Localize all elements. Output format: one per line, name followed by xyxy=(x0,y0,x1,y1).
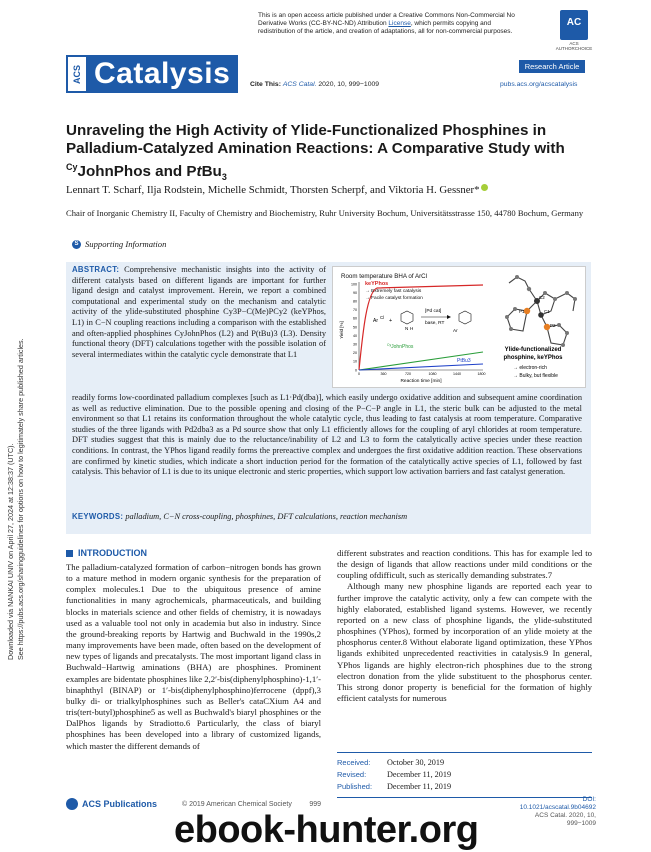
y-tick-label: 100 xyxy=(351,282,357,287)
intro-text-right xyxy=(337,548,592,704)
intro-text-left: The palladium-catalyzed formation of carbon−nitrogen bonds has grown to a mature method in modern organic synthesis for the preparation of complex molecules.1 Due to the ubiquitous presence of amine functionalities in many agrochemicals, pharmaceuticals, and building blocks in materials science and other fields of chemistry, it is nowadays used as a valuable tool not only in academia but also in industry. Since the ground-breaking reports by Hartwig and Buchwald in the 1990s,2 many improvements have been made, often based on the development of new types of ligands and precatalysts. The most important ligand class in Buchwald−Hartwig aminations (BHA) are phosphines. Prominent examples are bidentate phosphines like 2,2′-bis(diphenylphosphino)-1,1′-binaphthyl (BINAP) or 1′-bis(diphenylphosphino)ferrocene (dppf),3 bulky di- or trialkylphosphines such as Beller's cataCXium A4 and tris(tert-butyl)phosphine5 as well as Buchwald's biaryl phosphines or the DalPhos ligands by Stradiotto.6 Particularly, the class of biaryl phosphines has been developed into a library of customized ligands, which master the different demands of xyxy=(66,562,321,751)
journal-logo-name: Catalysis xyxy=(88,55,238,93)
ylide-bullet-1: → electron-rich xyxy=(513,365,547,371)
orcid-icon[interactable] xyxy=(481,184,488,191)
yield-chart xyxy=(337,270,487,384)
y-tick-label: 60 xyxy=(353,316,357,321)
page-number: 999 xyxy=(309,801,322,808)
svg-text:+: + xyxy=(389,318,393,324)
download-line: Downloaded via NANKAI UNIV on April 27, 2024 at 12:38:37 (UTC). xyxy=(6,443,15,660)
affiliation: Chair of Inorganic Chemistry II, Faculty of Chemistry and Biochemistry, Ruhr University Bochum, Universitätsstrasse 150, 44780 Bochum, Germany xyxy=(66,208,584,218)
doi-block[interactable]: DOI: 10.1021/acscatal.9b04692 ACS Catal. 2020, 10, 999−1009 xyxy=(519,796,596,827)
copyright: © 2019 American Chemical Society 999 xyxy=(182,801,322,808)
section-heading-introduction: INTRODUCTION xyxy=(66,548,147,558)
y-axis-label: Yield [%] xyxy=(339,321,344,339)
y-tick-label: 80 xyxy=(353,299,357,304)
license-link[interactable]: License xyxy=(388,20,411,28)
chart-title: Room temperature BHA of ArCl xyxy=(341,273,427,280)
keyphos-label: keYPhos xyxy=(365,281,389,287)
johnphos-label: $^{Cy}$JohnPhos xyxy=(387,343,414,350)
supporting-information-link[interactable]: S Supporting Information xyxy=(72,239,166,249)
toc-graphic xyxy=(332,266,586,388)
author-list: Lennart T. Scharf, Ilja Rodstein, Michelle Schmidt, Thorsten Scherpf, and Viktoria H. Gessner* xyxy=(66,184,596,196)
article-title: Unraveling the High Activity of Ylide-Functionalized Phosphines in Palladium-Catalyzed Amination Reactions: A Comparative Study with $^{Cy}$JohnPhos and PtBu$_3$ xyxy=(66,122,565,183)
x-tick-label: 1080 xyxy=(428,372,437,376)
x-tick-label: 0 xyxy=(358,372,360,376)
svg-text:N: N xyxy=(405,326,409,331)
authorchoice-logo: AC xyxy=(560,10,588,40)
x-axis-label: Reaction time [min] xyxy=(400,379,442,384)
publication-dates: Received: October 30, 2019 Revised: December 11, 2019 Published: December 11, 2019 xyxy=(337,752,592,798)
svg-text:P1: P1 xyxy=(519,309,525,314)
y-tick-label: 0 xyxy=(355,368,357,373)
open-access-notice: This is an open access article published under a Creative Commons Non-Commercial No Derivative Works (CC-BY-NC-ND) Attribution License, which permits copying and redistribution of the article, and creation of adaptations, all for non-commercial purposes. xyxy=(258,12,515,36)
svg-text:base, RT: base, RT xyxy=(425,321,445,326)
x-tick-label: 720 xyxy=(405,372,411,376)
authorchoice-label: ACS AUTHORCHOICE xyxy=(555,41,593,51)
y-tick-label: 20 xyxy=(353,351,357,356)
intro-paragraph: Although many new phosphine ligands are reported each year to further improve the catalytic activity, only a few can compete with the highly elaborated, established ligand systems. However, we recently reported on a new class of phosphine ligands, the ylide-substituted phosphines (YPhos), formed by incorporation of an ylide moiety at the phosphorus center.8 Without elaborate ligand optimization, these YPhos ligands exhibited unprecedented reactivities in catalysis.9 In general, YPhos ligands are highly electron-rich phosphines due to the strong electron donation from the ylide substituent to the phosphorus center. This strong donor property is beneficial for the formation of highly efficient catalysts for numerous xyxy=(337,581,592,704)
journal-logo-acs: ACS xyxy=(66,55,88,93)
acs-logo-icon xyxy=(66,798,78,810)
ylide-bullet-2: → Bulky, but flexible xyxy=(513,373,558,379)
bullet-fast: → Extremely fast catalysis xyxy=(365,289,422,294)
ylide-heading-1: Ylide-functionalized xyxy=(504,347,562,353)
svg-text:C2: C2 xyxy=(539,295,545,300)
acs-publications-logo[interactable]: ACS Publications xyxy=(66,798,157,810)
keywords: KEYWORDS: palladium, C−N cross-coupling, phosphines, DFT calculations, reaction mechanism xyxy=(72,512,408,521)
svg-text:Ar: Ar xyxy=(453,328,458,333)
watermark: ebook-hunter.org xyxy=(174,809,479,851)
svg-text:[Pd cat]: [Pd cat] xyxy=(425,309,442,314)
x-tick-label: 1800 xyxy=(477,372,486,376)
x-tick-label: 360 xyxy=(380,372,387,376)
y-tick-label: 50 xyxy=(353,325,357,330)
abstract-text-full: readily forms low-coordinated palladium complexes [such as L1·Pd(dba)], which easily undergo oxidative addition and subsequent amine coordination as well as reductive elimination. Due to the possible opening and closing of the P−C−P angle in L1, the steric bulk can be adjusted to the metal environment so that L1 retains its conformation throughout the whole catalytic cycle, thus leading to fast catalysis at room temperature. Comparative studies of the three ligands with Pd2dba3 as a Pd source show that only L1 efficiently allows for the coupling of aryl chlorides at room temperature. DFT studies suggest that this is mainly due to the reluctance/inability of L2 and L3 to form the catalytically active species under these reaction conditions. In contrast, the YPhos ligand readily forms the prereactive complex and undergoes the first oxidative addition reaction. These observations are confirmed by kinetic studies, which indicate a short induction period for the formation of the catalytically active species of L1, followed by fast catalysis. This behavior of L1 is due to its unique electronic and steric properties, which support low activation barriers and fast catalyst generation. xyxy=(72,393,582,477)
journal-logo[interactable] xyxy=(66,54,238,94)
y-tick-label: 90 xyxy=(353,290,357,295)
sharing-line: See https://pubs.acs.org/sharingguidelines for options on how to legitimately share published articles. xyxy=(16,338,25,660)
crystal-structure xyxy=(489,271,585,385)
y-tick-label: 40 xyxy=(353,333,357,338)
intro-paragraph: different substrates and reaction conditions. This has for example led to the design of ligands that allow reactions under mild conditions or the coupling ofdifficult, such as sterically demanding substrates.7 xyxy=(337,548,592,581)
ptbu-label: PtBu3 xyxy=(457,358,471,364)
svg-text:Ar: Ar xyxy=(373,318,378,324)
x-tick-label: 1440 xyxy=(453,372,461,376)
section-marker-icon xyxy=(66,550,73,557)
svg-text:C1: C1 xyxy=(544,309,550,314)
svg-text:H: H xyxy=(410,326,414,331)
y-tick-label: 70 xyxy=(353,308,357,313)
journal-url-link[interactable]: pubs.acs.org/acscatalysis xyxy=(500,81,578,88)
supporting-info-icon: S xyxy=(72,240,81,249)
article-type-badge: Research Article xyxy=(519,60,585,73)
svg-text:Cl: Cl xyxy=(380,315,385,320)
svg-text:P2: P2 xyxy=(550,323,556,328)
y-tick-label: 10 xyxy=(353,359,357,364)
download-notice xyxy=(6,240,36,660)
abstract-label: ABSTRACT: xyxy=(72,265,120,274)
bullet-facile: → Facile catalyst formation xyxy=(365,296,423,301)
cite-this[interactable]: Cite This: ACS Catal. 2020, 10, 999−1009 xyxy=(250,81,380,88)
abstract-text-column: ABSTRACT: Comprehensive mechanistic insights into the activity of different catalysts based on different ligands are important for further ligand design and catalyst improvement. Herein, we report a combined computational and experimental study on the mechanism and catalytic activity of the ylide-substituted phosphine Cy3P−C(Me)PCy2 (keYPhos, L1) in C−N coupling reactions including a comparison with the established and often-applied phosphines CyJohnPhos (L2) and P(tBu)3 (L3). Density functional theory (DFT) calculations together with the possible isolation of several intermediates within the catalytic cycle demonstrate that L1 xyxy=(72,265,326,359)
y-tick-label: 30 xyxy=(353,342,357,347)
ylide-heading-2: phosphine, keYPhos xyxy=(503,355,563,361)
